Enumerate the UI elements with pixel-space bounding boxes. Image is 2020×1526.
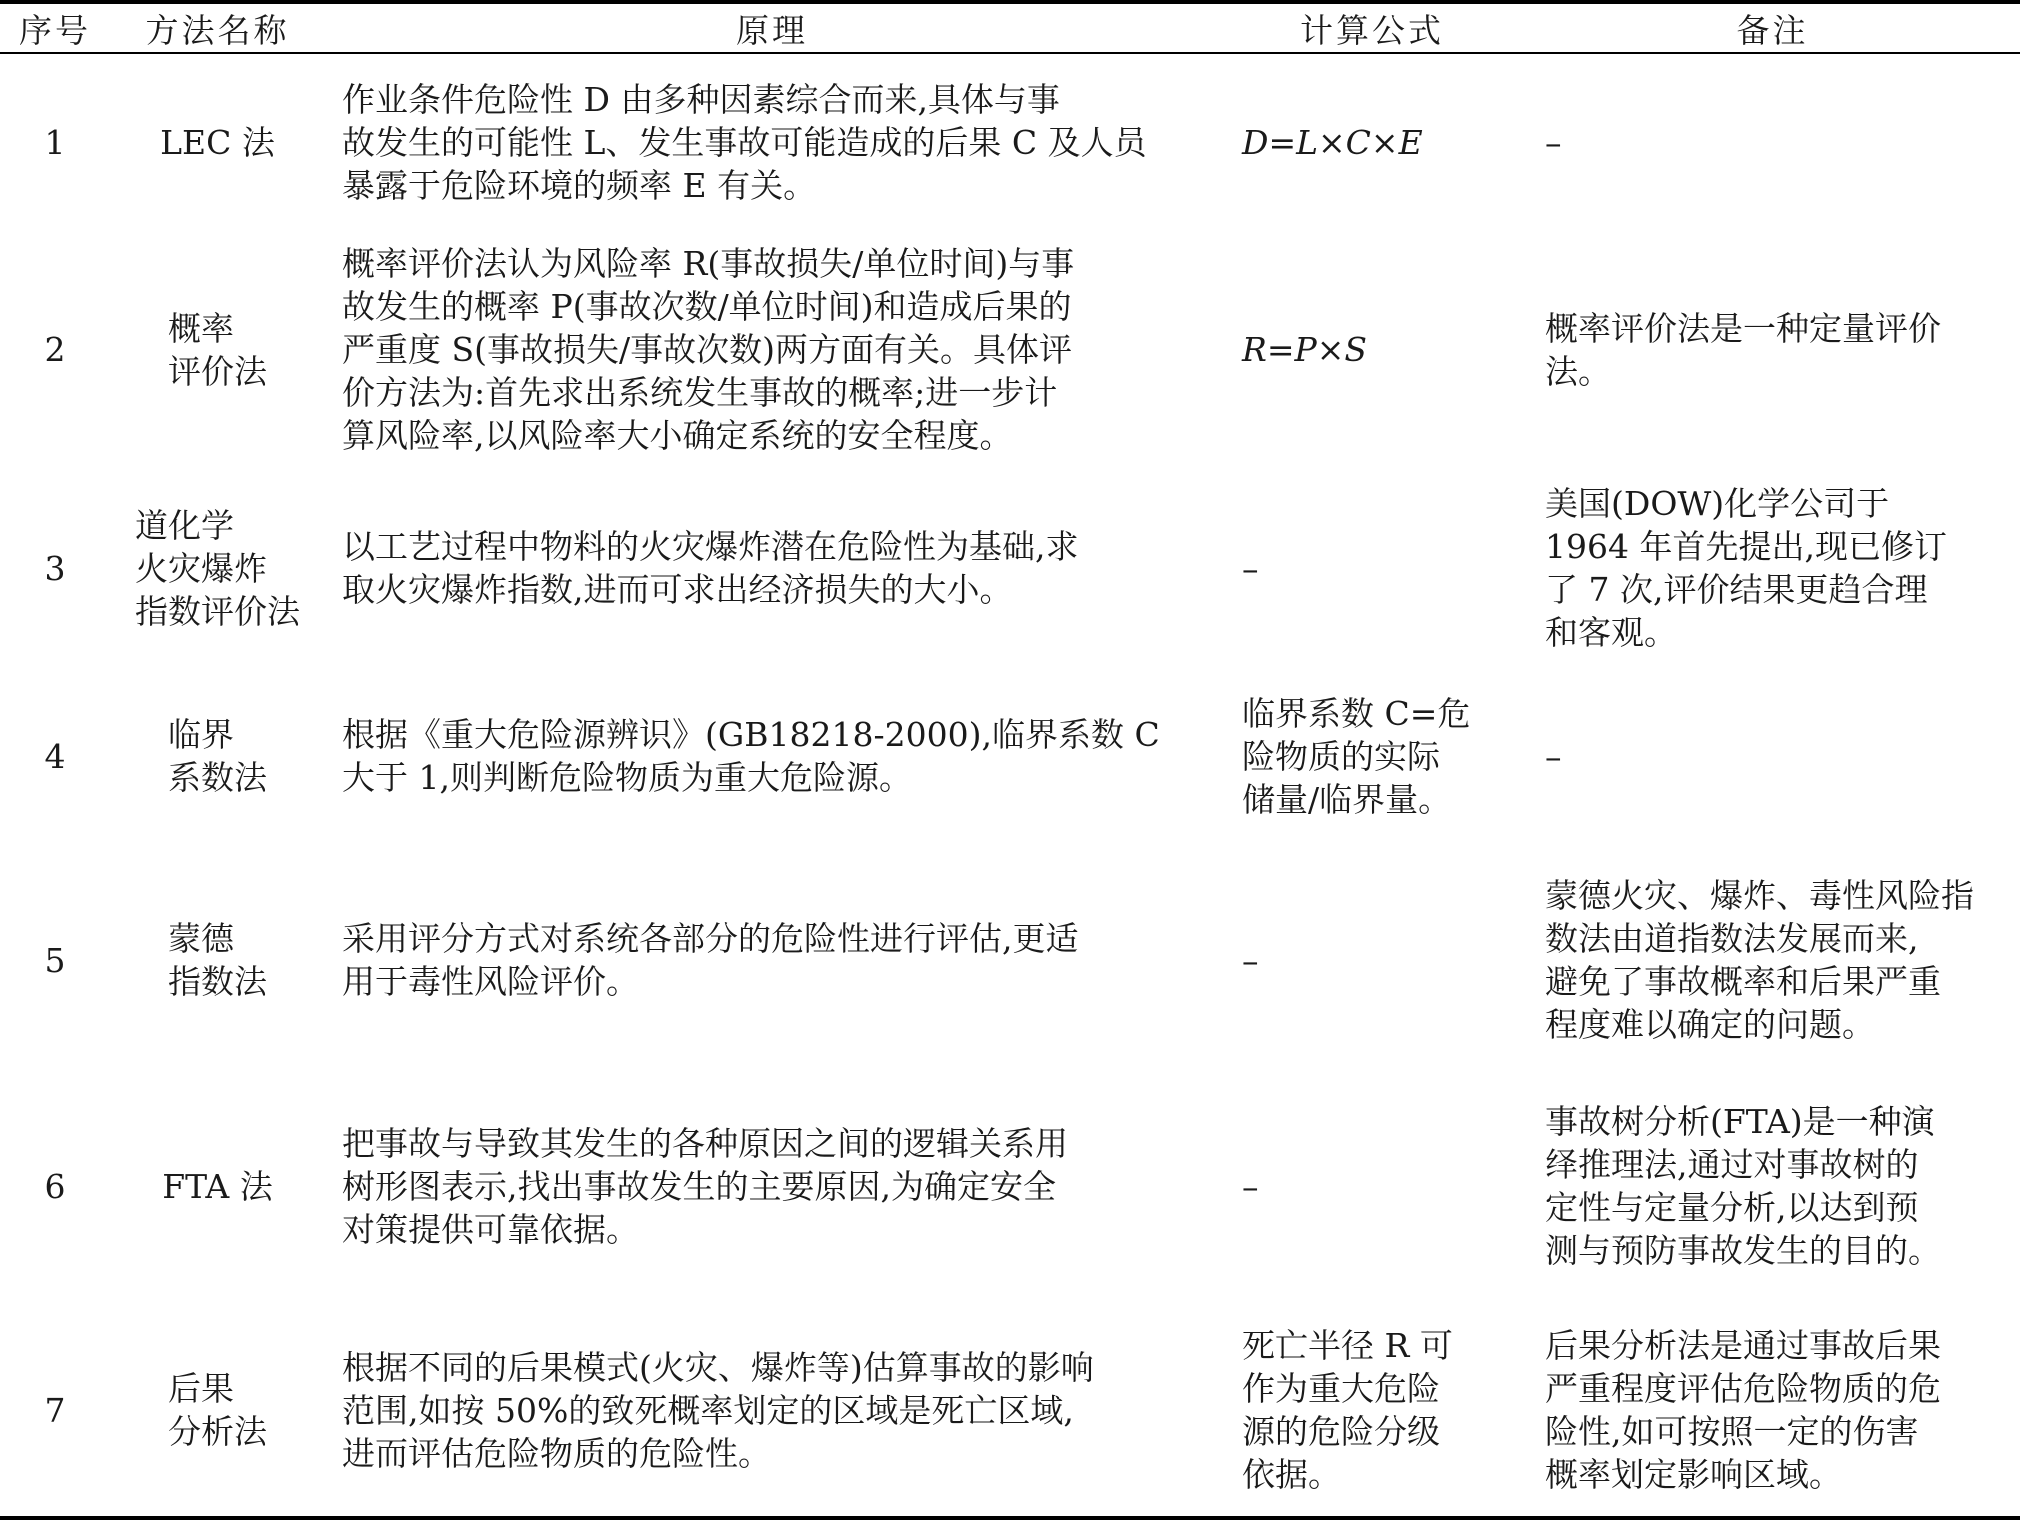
- table-header-row: [0, 4, 2020, 52]
- table-bottom-rule: [0, 1516, 2020, 1520]
- row-no: 1: [44, 123, 66, 162]
- row-formula: 临界系数 C=危 险物质的实际 储量/临界量。: [1242, 693, 1471, 819]
- row-principle: 把事故与导致其发生的各种原因之间的逻辑关系用 树形图表示,找出事故发生的主要原因,为确定安全 对策提供可靠依据。: [342, 1123, 1068, 1249]
- header-principle: 原理: [736, 10, 808, 50]
- row-method-name: 道化学 火灾爆炸 指数评价法: [135, 505, 300, 631]
- row-method-name: LEC 法: [160, 123, 275, 162]
- row-no: 3: [44, 548, 66, 588]
- row-no: 7: [44, 1390, 66, 1430]
- header-name: 方法名称: [145, 10, 290, 50]
- row-method-name: 后果 分析法: [168, 1369, 267, 1451]
- table-row: [0, 1096, 2020, 1276]
- row-formula: –: [1242, 1166, 1259, 1206]
- row-note: –: [1545, 736, 1562, 776]
- row-no: 4: [44, 736, 66, 776]
- row-formula: –: [1242, 940, 1259, 980]
- row-note: 后果分析法是通过事故后果 严重程度评估危险物质的危 险性,如可按照一定的伤害 概率划定影响区域。: [1545, 1326, 1941, 1494]
- table-row: [0, 478, 2020, 658]
- row-formula: 死亡半径 R 可 作为重大危险 源的危险分级 依据。: [1242, 1326, 1453, 1494]
- table-header-rule: [0, 52, 2020, 54]
- row-principle: 概率评价法认为风险率 R(事故损失/单位时间)与事 故发生的概率 P(事故次数/单位时间)和造成后果的 严重度 S(事故损失/事故次数)两方面有关。具体评 价方法为:首先求出系统发生事故的概率;进一步计 算风险率,以风险率大小确定系统的安全程度。: [342, 244, 1075, 455]
- table-row: [0, 1320, 2020, 1500]
- header-no: 序号: [19, 10, 91, 50]
- row-note: –: [1545, 123, 1562, 162]
- table-row: [0, 232, 2020, 467]
- row-no: 2: [44, 330, 66, 369]
- row-method-name: 概率 评价法: [168, 308, 267, 391]
- header-formula: 计算公式: [1300, 10, 1444, 50]
- row-formula: –: [1242, 548, 1259, 588]
- row-principle: 采用评分方式对系统各部分的危险性进行评估,更适 用于毒性风险评价。: [342, 919, 1079, 1001]
- row-note: 事故树分析(FTA)是一种演 绎推理法,通过对事故树的 定性与定量分析,以达到预 测与预防事故发生的目的。: [1545, 1102, 1941, 1270]
- header-note: 备注: [1736, 10, 1809, 50]
- row-note: 美国(DOW)化学公司于 1964 年首先提出,现已修订 了 7 次,评价结果更趋合理 和客观。: [1545, 484, 1947, 652]
- row-no: 5: [44, 940, 66, 980]
- row-principle: 以工艺过程中物料的火灾爆炸潜在危险性为基础,求 取火灾爆炸指数,进而可求出经济损失的大小。: [342, 527, 1079, 609]
- row-formula: R=P×S: [1242, 330, 1367, 369]
- row-method-name: 蒙德 指数法: [168, 919, 267, 1001]
- table-row: [0, 65, 2020, 220]
- row-principle: 根据不同的后果模式(火灾、爆炸等)估算事故的影响 范围,如按 50%的致死概率划定的区域是死亡区域, 进而评估危险物质的危险性。: [342, 1347, 1094, 1473]
- table-row: [0, 688, 2020, 824]
- row-note: 蒙德火灾、爆炸、毒性风险指 数法由道指数法发展而来, 避免了事故概率和后果严重 程度难以确定的问题。: [1545, 876, 1974, 1044]
- row-note: 概率评价法是一种定量评价 法。: [1545, 308, 1941, 391]
- row-method-name: FTA 法: [162, 1166, 273, 1206]
- row-formula: D=L×C×E: [1242, 123, 1423, 162]
- row-principle: 作业条件危险性 D 由多种因素综合而来,具体与事 故发生的可能性 L、发生事故可能造成的后果 C 及人员 暴露于危险环境的频率 E 有关。: [342, 80, 1147, 205]
- row-principle: 根据《重大危险源辨识》(GB18218-2000),临界系数 C 大于 1,则判断危险物质为重大危险源。: [342, 715, 1160, 797]
- row-no: 6: [44, 1166, 66, 1206]
- row-method-name: 临界 系数法: [168, 715, 267, 797]
- table-row: [0, 870, 2020, 1050]
